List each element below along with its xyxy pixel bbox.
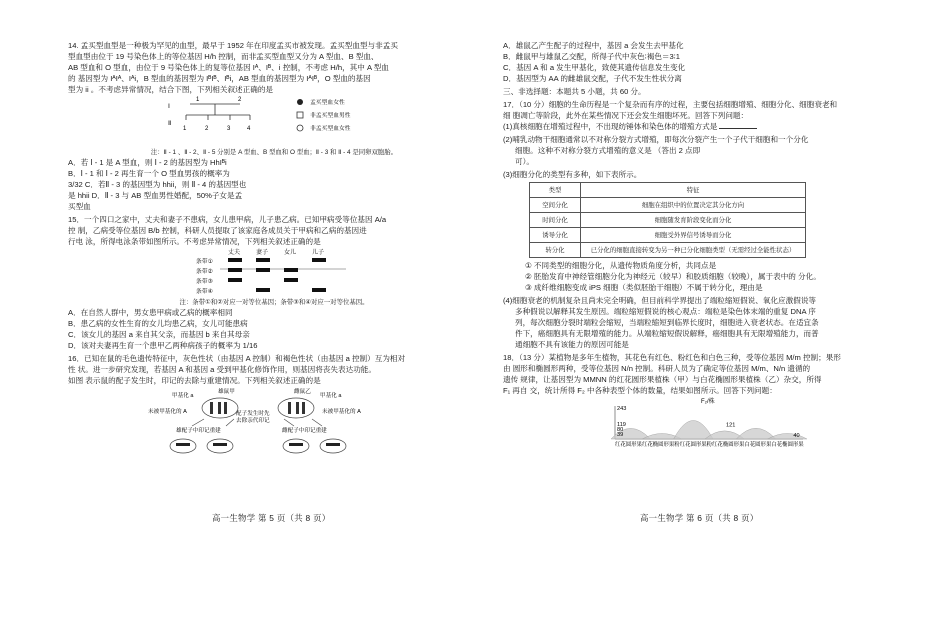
question-16 bbox=[68, 353, 480, 459]
table-cell: 诱导分化 bbox=[530, 228, 581, 243]
generation-label: Ⅱ bbox=[168, 120, 172, 127]
legend-label: 非孟买型血男性 bbox=[310, 113, 351, 119]
question-18 bbox=[503, 352, 895, 451]
member-label: 妻子 bbox=[256, 250, 269, 256]
q14-option-a: A．若 Ⅰ - 1 是 A 型血，则 Ⅰ - 2 的基因型为 HhIᴮi bbox=[68, 158, 227, 167]
data-label: 40 bbox=[793, 432, 800, 439]
table-cell: 空间分化 bbox=[530, 198, 581, 213]
q15-option-c: C．该女儿的基因 a 来自其父亲，而基因 b 来自其母亲 bbox=[68, 330, 250, 339]
fig-label-mid1: 配子发生时先 bbox=[236, 411, 270, 417]
y-tick-label: 243 bbox=[617, 406, 627, 412]
q15-note: 注：条带①和②对应一对等位基因；条带③和④对应一对等位基因。 bbox=[179, 299, 369, 306]
q18-stem-line: F₁ 再自 交，统计所得 F₂ 中各种表型个体的数量，结果如图所示。回答下列问题： bbox=[503, 386, 777, 395]
page-footer-right: 高一生物学 第 6 页（共 8 页） bbox=[640, 513, 759, 523]
q17-sub3: (3)细胞分化的类型有多种，如下表所示。 bbox=[503, 170, 642, 179]
q17-sub2-line: (2)哺乳动物干细胞通常以不对称分裂方式增殖，即每次分裂产生一个子代干细胞和一个分化 bbox=[503, 135, 809, 144]
q14-note: 注：Ⅱ - 1 、Ⅱ - 2、Ⅱ - 5 分别是 A 型血、B 型血和 O 型血；Ⅱ - 3 和 Ⅱ - 4 是同卵双胞胎。 bbox=[150, 149, 398, 156]
data-label: 121 bbox=[726, 422, 736, 429]
individual-label: 2 bbox=[205, 126, 209, 132]
chart-peak bbox=[736, 428, 775, 439]
q14-stem-line: AB 型血和 O 型血，由位于 9 号染色体上的复等位基因 Iᴬ、Iᴮ、i 控制，不考虑 H/h，其中 A 型血 bbox=[68, 63, 389, 72]
chart-peak bbox=[674, 421, 713, 440]
q17-circ-line: ① 不同类型的细胞分化，从遗传物质角度分析，共同点是 bbox=[525, 261, 717, 270]
q17-sub1 bbox=[503, 121, 895, 132]
q16-stem-line: 如图 表示鼠的配子发生时，印记的去除与重建情况。下列相关叙述正确的是 bbox=[68, 376, 321, 385]
y-tick-label: 80 bbox=[617, 426, 624, 433]
q16-option-d: D．基因型为 AA 的雌雄鼠交配，子代不发生性状分离 bbox=[503, 74, 682, 83]
fig-label-mid2: 去除亲代印记 bbox=[236, 418, 270, 424]
generation-label: Ⅰ bbox=[168, 103, 170, 110]
chart-title: F₂/株 bbox=[701, 399, 715, 405]
q18-stem-line: 遗传 规律，让基因型为 MMNN 的红花圆形果植株（甲）与白花椭圆形果植株（乙）杂交，所得 bbox=[503, 375, 822, 384]
right-page bbox=[503, 40, 895, 451]
q17-stem-line: 17．（10 分）细胞的生命历程是一个复杂而有序的过程，主要包括细胞增殖、细胞分化、细胞衰老和 bbox=[503, 100, 838, 109]
table-row bbox=[530, 213, 806, 228]
q17-sub4-line: 件下，癌细胞具有无限增殖的能力。从端粒缩短假说解释，癌细胞具有无限增殖能力，而普 bbox=[515, 329, 819, 338]
q15-option-b: B．患乙病的女性生育的女儿均患乙病，女儿可能患病 bbox=[68, 319, 248, 328]
table-cell: 细胞受外界信号诱导而分化 bbox=[581, 228, 806, 243]
table-header-cell: 特征 bbox=[581, 183, 806, 198]
differentiation-table bbox=[529, 182, 806, 258]
member-label: 儿子 bbox=[312, 250, 325, 256]
table-cell: 已分化的细胞直接转变为另一种已分化细胞类型（无需经过全能性状态） bbox=[581, 243, 806, 258]
table-header-cell: 类型 bbox=[530, 183, 581, 198]
band-label: 条带③ bbox=[196, 279, 213, 285]
q17-stem-line: 细 胞凋亡等阶段，此外在某些情况下还会发生细胞坏死。回答下列问题： bbox=[503, 111, 749, 120]
fig-label-rebuild-left: 雄配子中印记重建 bbox=[176, 428, 221, 434]
chart-peak bbox=[768, 433, 807, 439]
table-row bbox=[530, 198, 806, 213]
q15-stem-line: 控 制，乙病受等位基因 B/b 控制，科研人员提取了该家庭各成员关于甲病和乙病的基因进 bbox=[68, 226, 367, 235]
q17-sub2-line: 细胞。这种不对称分裂方式增殖的意义是 （答出 2 点即 bbox=[515, 146, 701, 155]
q17-sub4-line: 列，每次细胞分裂时端粒会缩短，当端粒缩短到临界长度时，细胞进入衰老状态。在适宜条 bbox=[515, 318, 819, 327]
individual-label: 1 bbox=[183, 126, 187, 132]
fig-label-unmethyl-right: 未被甲基化的 A bbox=[322, 409, 361, 415]
table-cell: 细胞在组织中的位置决定其分化方向 bbox=[581, 198, 806, 213]
q14-option-c: 3/32 C．若Ⅱ - 3 的基因型为 hhii，则 Ⅱ - 4 的基因型也 bbox=[68, 180, 247, 189]
q17-circ-line: ② 胚胎发育中神经管细胞分化为神经元（较早）和胶质细胞（较晚），属于表中的 分化。 bbox=[525, 272, 821, 281]
q14-stem-line: 14. 孟买型血型是一种极为罕见的血型，最早于 1952 年在印度孟买市被发现。孟买型血型与非孟买 bbox=[68, 41, 398, 50]
band-label: 条带④ bbox=[196, 289, 213, 295]
q17-circ-line: ③ 成纤维细胞变成 iPS 细胞（类似胚胎干细胞）不属于转分化，理由是 bbox=[525, 283, 763, 292]
pedigree-figure bbox=[68, 95, 480, 145]
electrophoresis-figure bbox=[68, 247, 480, 295]
q17-sub1-text: (1)真核细胞在增殖过程中，不出现纺锤体和染色体的增殖方式是 bbox=[503, 122, 718, 131]
fig-label-methyl-left: 甲基化 a bbox=[172, 393, 194, 399]
q15-option-d: D．该对夫妻再生育一个患甲乙两种病孩子的概率为 1/16 bbox=[68, 341, 258, 350]
fig-label-unmethyl-left: 未被甲基化的 A bbox=[148, 409, 187, 415]
q14-stem-line: 型血型由位于 19 号染色体上的等位基因 H/h 控制，而非孟买型血型又分为 A 型血、B 型血、 bbox=[68, 52, 379, 61]
question-17 bbox=[503, 99, 895, 350]
q16-option-b: B．雌鼠甲与雄鼠乙交配，所得子代中灰色∶褐色＝3∶1 bbox=[503, 52, 680, 61]
q17-sub4-line: (4)细胞衰老的机制复杂且尚未完全明确，但目前科学界提出了端粒缩短假说、氧化应激假说等 bbox=[503, 296, 817, 305]
page-footer-left: 高一生物学 第 5 页（共 8 页） bbox=[212, 513, 331, 523]
section-title: 三、非选择题：本题共 5 小题，共 60 分。 bbox=[503, 87, 646, 96]
q14-stem-line: 的 基因型为 IᴬIᴬ、Iᴬi，B 型血的基因型为 IᴮIᴮ、Iᴮi，AB 型血的基因型为 IᴬIᴮ，O 型血的基因 bbox=[68, 74, 371, 83]
y-tick-label: 39 bbox=[617, 432, 624, 439]
q15-stem-line: 行电 泳，所得电泳条带如图所示。不考虑异常情况，下列相关叙述正确的是 bbox=[68, 237, 321, 246]
q18-stem-line: 由 圆形和椭圆形两种，受等位基因 N/n 控制。科研人员为了确定等位基因 M/m、N/n 遗循的 bbox=[503, 364, 811, 373]
q14-stem-line: 型为 ii 。不考虑异常情况，结合下图，下列相关叙述正确的是 bbox=[68, 85, 274, 94]
band-label: 条带① bbox=[196, 259, 213, 265]
question-15 bbox=[68, 214, 480, 351]
individual-label: 1 bbox=[196, 97, 200, 103]
question-14 bbox=[68, 40, 480, 212]
q16-stem-line: 性 状。进一步研究发现，若基因 A 和基因 a 受到甲基化修饰作用，则基因将丧失表达功能。 bbox=[68, 365, 376, 374]
table-cell: 细胞随发育阶段变化而分化 bbox=[581, 213, 806, 228]
left-page bbox=[68, 40, 480, 459]
q18-stem-line: 18．（13 分）某植物是多年生植物，其花色有红色、粉红色和白色三种，受等位基因 M/m 控制；果形 bbox=[503, 353, 841, 362]
q14-option-b: B．Ⅰ - 1 和 Ⅰ - 2 再生育一个 O 型血男孩的概率为 bbox=[68, 169, 230, 178]
q17-sub4-line: 通细胞不具有该能力的原因可能是 bbox=[515, 340, 629, 349]
answer-blank bbox=[719, 121, 757, 129]
q14-option-d-cont: 买型血 bbox=[68, 202, 91, 211]
y-tick-label: 119 bbox=[617, 421, 626, 428]
legend-mumbai-female-symbol bbox=[297, 99, 303, 105]
individual-label: 3 bbox=[227, 126, 231, 132]
legend-label: 孟买型血女性 bbox=[310, 100, 345, 106]
table-row bbox=[530, 243, 806, 258]
fig-label-male: 雄鼠甲 bbox=[218, 389, 235, 395]
legend-nonmumbai-female-symbol bbox=[297, 125, 303, 131]
q16-option-a: A．雄鼠乙产生配子的过程中，基因 a 会发生去甲基化 bbox=[503, 41, 684, 50]
q16-stem-line: 16．已知在鼠的毛色遗传特征中，灰色性状（由基因 A 控制）和褐色性状（由基因 a 控制）互为相对 bbox=[68, 354, 406, 363]
q16-option-c: C．基因 A 和 a 发生甲基化，致使其遗传信息发生变化 bbox=[503, 63, 686, 72]
chart-xlabel: 红花圆形果红花椭圆形果粉红花圆形果粉红花椭圆形果白花圆形果白花椭圆形果 bbox=[615, 442, 804, 448]
f2-phenotype-chart bbox=[503, 396, 895, 448]
q17-sub2-line: 可）。 bbox=[515, 157, 534, 166]
imprinting-figure bbox=[68, 386, 480, 456]
q15-option-a: A．在自然人群中，男女患甲病或乙病的概率相同 bbox=[68, 308, 233, 317]
individual-label: 4 bbox=[247, 126, 251, 132]
member-label: 丈夫 bbox=[228, 250, 241, 256]
q17-sub4-line: 多种假说以解释其发生原因。端粒缩短假说的核心观点：端粒是染色体末端的重复 DNA 序 bbox=[515, 307, 816, 316]
table-row bbox=[530, 228, 806, 243]
fig-label-female: 雌鼠乙 bbox=[294, 389, 311, 395]
table-header-row bbox=[530, 183, 806, 198]
table-cell: 转分化 bbox=[530, 243, 581, 258]
table-cell: 时间分化 bbox=[530, 213, 581, 228]
member-label: 女儿 bbox=[284, 250, 297, 256]
legend-nonmumbai-male-symbol bbox=[297, 112, 303, 118]
band-label: 条带② bbox=[196, 269, 213, 275]
q15-stem-line: 15．一个四口之家中，丈夫和妻子不患病，女儿患甲病，儿子患乙病。已知甲病受等位基因 A/a bbox=[68, 215, 387, 224]
q14-option-d: 是 hhii D．Ⅱ - 3 与 AB 型血男性婚配，50%子女是孟 bbox=[68, 191, 243, 200]
fig-label-rebuild-right: 雌配子中印记重建 bbox=[282, 428, 327, 434]
individual-label: 2 bbox=[238, 97, 242, 103]
legend-label: 非孟买型血女性 bbox=[310, 126, 351, 132]
fig-label-methyl-right: 甲基化 a bbox=[320, 393, 342, 399]
